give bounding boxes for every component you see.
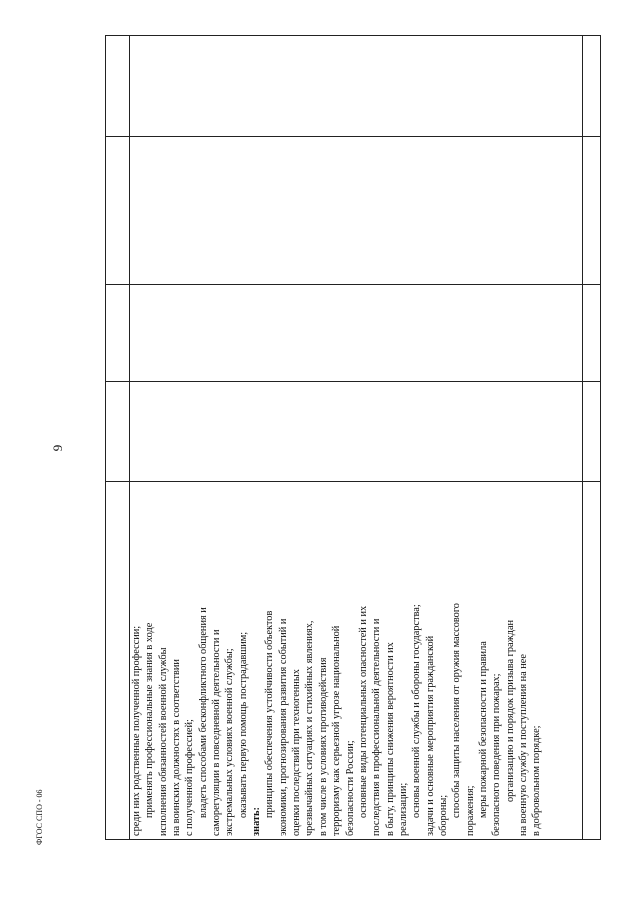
text-line: на военную службу и поступления на нее [517, 654, 529, 836]
table-row-divider [106, 381, 600, 382]
text-line: способы защиты населения от оружия массового [451, 603, 463, 818]
text-line: задачи и основные мероприятия гражданской [424, 635, 436, 836]
text-line: чрезвычайных ситуациях и стихийных явлениях, [304, 620, 316, 836]
text-line: саморегуляции в повседневной деятельности и [211, 629, 223, 836]
text-line: в быту, принципы снижения вероятности их [384, 642, 396, 836]
text-line: организацию и порядок призыва граждан [504, 619, 516, 802]
table-column-divider [582, 36, 583, 839]
competency-text-cell [130, 482, 543, 836]
text-line: меры пожарной безопасности и правила [477, 641, 489, 818]
text-line: безопасности России; [344, 740, 356, 836]
text-line: в добровольном порядке; [531, 725, 543, 836]
text-line: терроризму как серьезной угрозе национальной [331, 625, 343, 836]
text-line: основные виды потенциальных опасностей и их [357, 605, 369, 818]
text-line: на воинских должностях в соответствии [171, 659, 183, 836]
page-number: 9 [50, 444, 65, 452]
text-line: в том числе в условиях противодействия [317, 657, 329, 836]
text-line: основы военной службы и обороны государства; [411, 604, 423, 818]
text-line: исполнения обязанностей военной службы [157, 647, 169, 836]
table-row-divider [106, 136, 600, 137]
text-line: оказывать первую помощь пострадавшим; [237, 631, 249, 818]
text-line: реализации; [397, 782, 409, 836]
text-line: среди них родственные полученной профессии; [131, 625, 142, 836]
text-line: владеть способами бесконфликтного общения и [197, 607, 209, 818]
text-line: оценки последствий при техногенных [291, 669, 303, 836]
text-line: поражения; [464, 785, 476, 836]
text-line: принципы обеспечения устойчивости объектов [264, 610, 276, 818]
text-line: экстремальных условиях военной службы; [224, 648, 236, 836]
rotated-text-block [130, 483, 543, 836]
text-line: с полученной профессией; [184, 719, 196, 836]
document-footer: ФГОС СПО - 06 [35, 789, 44, 845]
text-line: применять профессиональные знания в ходе [144, 622, 156, 818]
text-line: экономики, прогнозирования развития событий и [277, 618, 289, 836]
text-line: безопасного поведения при пожарах; [491, 673, 503, 836]
text-line: знать: [251, 807, 263, 836]
table-row-divider [106, 284, 600, 285]
text-line: последствия в профессиональной деятельности и [371, 618, 383, 836]
text-line: обороны; [437, 794, 449, 836]
